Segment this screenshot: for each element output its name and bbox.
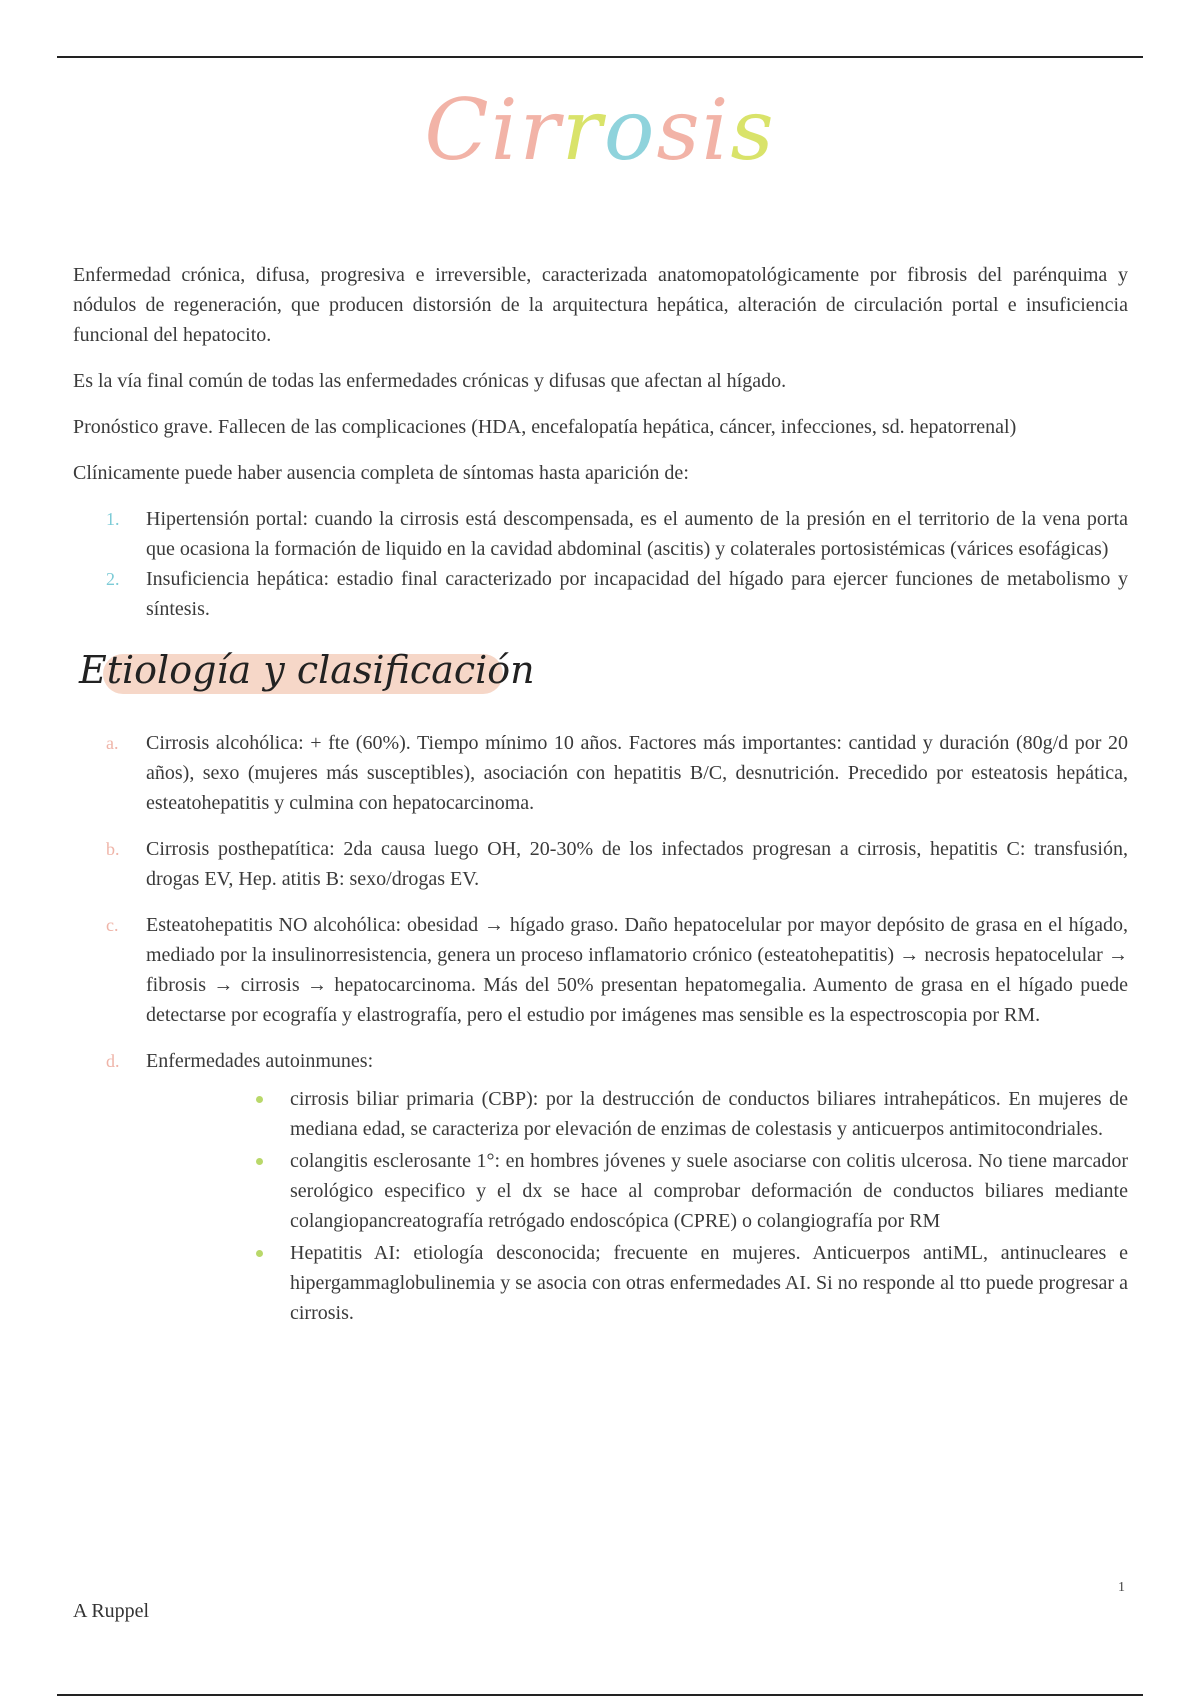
title-letter: s: [656, 81, 702, 179]
list-marker: b.: [106, 839, 120, 859]
list-item-text: Enfermedades autoinmunes:: [146, 1050, 374, 1072]
list-item: [73, 728, 1128, 818]
list-marker: d.: [106, 1051, 120, 1071]
intro-paragraph: Clínicamente puede haber ausencia completa de síntomas hasta aparición de:: [73, 462, 689, 484]
title-letter: s: [730, 81, 776, 179]
list-marker: 2.: [106, 569, 120, 589]
list-marker: a.: [106, 733, 119, 753]
title-letter: r: [519, 81, 562, 179]
title-letter: r: [561, 81, 604, 179]
intro-paragraph: Enfermedad crónica, difusa, progresiva e irreversible, caracterizada anatomopatológicamente por fibrosis del parénquima y nódulos de regeneración, que producen distorsión de la arquitectura hepática, alteración de circulación portal e insuficiencia funcional del hepatocito.: [73, 264, 1128, 346]
title-letter: i: [701, 81, 731, 179]
list-item-text: Insuficiencia hepática: estadio final caracterizado por incapacidad del hígado para ejercer funciones de metabolismo y síntesis.: [146, 568, 1128, 620]
author-name: A Ruppel: [73, 1600, 150, 1622]
intro-paragraph: Es la vía final común de todas las enfermedades crónicas y difusas que afectan al hígado.: [73, 370, 787, 392]
page-number: 1: [1118, 1580, 1125, 1595]
etiology-list: [73, 728, 1128, 1328]
section-heading-text: Etiología y clasificación: [79, 648, 535, 692]
list-item-text: Cirrosis posthepatítica: 2da causa luego OH, 20-30% de los infectados progresan a cirrosis, hepatitis C: transfusión, drogas EV, Hep. atitis B: sexo/drogas EV.: [146, 838, 1128, 890]
top-rule: [57, 56, 1143, 58]
intro-paragraph: Pronóstico grave. Fallecen de las complicaciones (HDA, encefalopatía hepática, cáncer, infecciones, sd. hepatorrenal): [73, 416, 1017, 438]
bullet-item-text: Hepatitis AI: etiología desconocida; frecuente en mujeres. Anticuerpos antiML, antinucleares e hipergammaglobulinemia y se asocia con otras enfermedades AI. Si no responde al tto puede progresar a cirrosis.: [290, 1242, 1128, 1324]
title-letter: C: [424, 81, 491, 179]
bullet-item: [146, 1238, 1128, 1328]
list-marker: 1.: [106, 509, 120, 529]
bullet-item: [146, 1146, 1128, 1236]
numbered-list: [73, 504, 1128, 624]
list-item: [73, 564, 1128, 624]
bullet-dot-icon: [256, 1096, 263, 1103]
list-item: [73, 1046, 1128, 1328]
bullet-item: [146, 1084, 1128, 1144]
list-item-text: Cirrosis alcohólica: + fte (60%). Tiempo mínimo 10 años. Factores más importantes: cantidad y duración (80g/d por 20 años), sexo (mujeres más susceptibles), asociación con hepatitis B/C, desnutrición. Precedido por esteatosis hepática, esteatohepatitis y culmina con hepatocarcinoma.: [146, 732, 1128, 814]
list-item: [73, 910, 1128, 1030]
document-body: [73, 260, 1128, 1344]
list-item: [73, 504, 1128, 564]
title-letter: i: [490, 81, 520, 179]
list-item-text: Hipertensión portal: cuando la cirrosis está descompensada, es el aumento de la presión en el territorio de la vena porta que ocasiona la formación de liquido en la cavidad abdominal (ascitis) y colaterales portosistémicas (várices esofágicas): [146, 508, 1128, 560]
section-heading: [73, 642, 1128, 702]
bullet-item-text: colangitis esclerosante 1°: en hombres jóvenes y suele asociarse con colitis ulcerosa. No tiene marcador serológico especifico y el dx se hace al comprobar deformación de conductos biliares mediante colangiopancreatografía retrógado endoscópica (CPRE) o colangiografía por RM: [290, 1150, 1128, 1232]
list-item: [73, 834, 1128, 894]
bullet-dot-icon: [256, 1158, 263, 1165]
bullet-dot-icon: [256, 1250, 263, 1257]
page-title: [0, 80, 1200, 181]
bottom-rule: [57, 1694, 1143, 1696]
bullet-item-text: cirrosis biliar primaria (CBP): por la destrucción de conductos biliares intrahepáticos. En mujeres de mediana edad, se caracteriza por elevación de enzimas de colestasis y anticuerpos antimitocondriales.: [290, 1088, 1128, 1140]
title-letter: o: [603, 81, 657, 179]
list-marker: c.: [106, 915, 119, 935]
list-item-text: Esteatohepatitis NO alcohólica: obesidad → hígado graso. Daño hepatocelular por mayor depósito de grasa en el hígado, mediado por la insulinorresistencia, genera un proceso inflamatorio crónico (esteatohepatitis) → necrosis hepatocelular → fibrosis → cirrosis → hepatocarcinoma. Más del 50% presentan hepatomegalia. Aumento de grasa en el hígado puede detectarse por ecografía y elastrografía, pero el estudio por imágenes mas sensible es la espectroscopia por RM.: [146, 914, 1128, 1026]
autoimmune-bullet-list: [146, 1084, 1128, 1328]
